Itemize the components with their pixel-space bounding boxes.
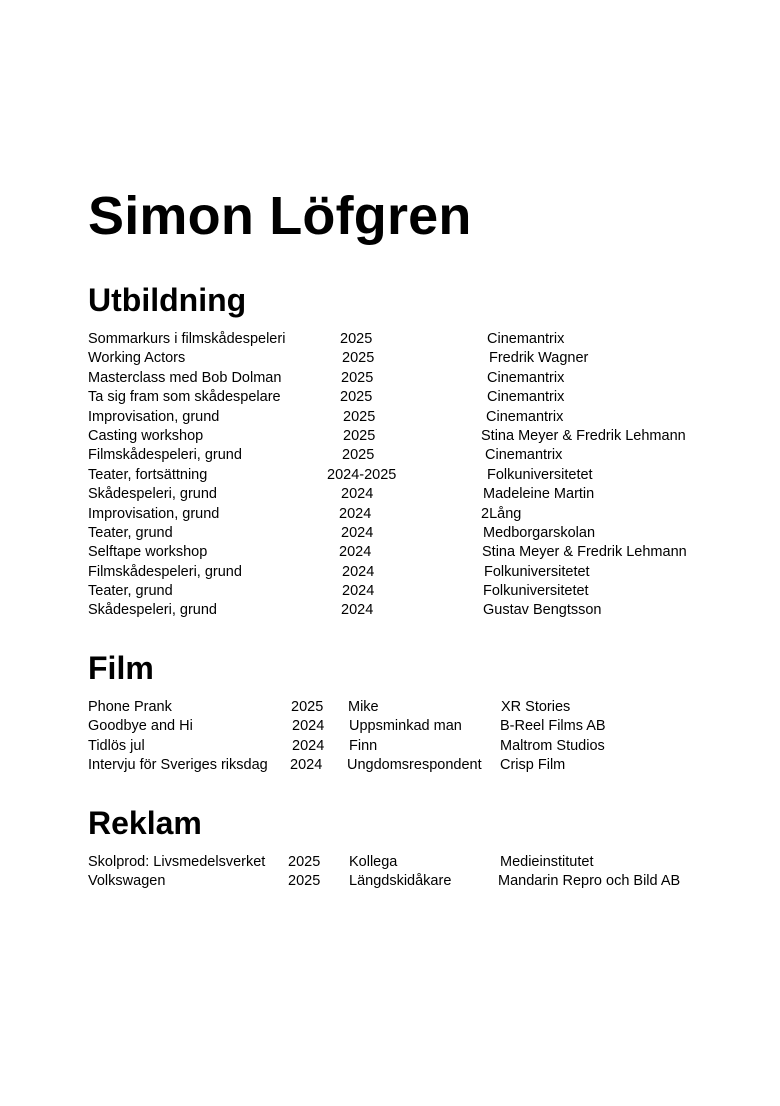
film-row xyxy=(0,737,780,756)
education-row xyxy=(0,388,780,407)
education-row-provider: Cinemantrix xyxy=(487,331,565,347)
film-row xyxy=(0,756,780,775)
education-row-course: Teater, grund xyxy=(88,583,173,600)
film-row-company: Crisp Film xyxy=(500,757,566,774)
film-row-year: 2024 xyxy=(290,757,323,774)
education-row xyxy=(0,446,780,465)
education-row xyxy=(0,524,780,543)
film-row-company: XR Stories xyxy=(501,699,571,715)
film-row xyxy=(0,698,780,717)
education-row xyxy=(0,330,780,349)
education-row-year: 2025 xyxy=(340,331,373,347)
education-row-year: 2025 xyxy=(343,427,376,444)
education-row-provider: Stina Meyer & Fredrik Lehmann xyxy=(481,427,686,444)
film-list xyxy=(0,698,780,776)
education-row-provider: Folkuniversitetet xyxy=(483,583,589,600)
ad-row-company: Mandarin Repro och Bild AB xyxy=(498,873,681,890)
education-row-year: 2024 xyxy=(342,563,375,580)
film-row-role: Uppsminkad man xyxy=(349,718,462,735)
education-row xyxy=(0,601,780,620)
education-heading: Utbildning xyxy=(88,282,247,318)
education-row-year: 2024 xyxy=(339,544,372,561)
ad-row-year: 2025 xyxy=(288,854,321,870)
education-row-course: Filmskådespeleri, grund xyxy=(88,447,242,464)
education-row xyxy=(0,485,780,504)
education-row-course: Teater, grund xyxy=(88,524,173,541)
education-row-provider: Cinemantrix xyxy=(485,447,563,464)
education-row-course: Teater, fortsättning xyxy=(88,466,208,483)
film-row-title: Phone Prank xyxy=(88,699,172,715)
education-row-course: Ta sig fram som skådespelare xyxy=(88,389,281,406)
person-name: Simon Löfgren xyxy=(88,186,472,246)
education-row-course: Selftape workshop xyxy=(88,544,208,561)
ad-row-title: Skolprod: Livsmedelsverket xyxy=(88,854,266,870)
education-row xyxy=(0,505,780,524)
education-row-course: Casting workshop xyxy=(88,427,204,444)
education-row-provider: Cinemantrix xyxy=(486,408,564,425)
ad-row-title: Volkswagen xyxy=(88,873,166,890)
education-row xyxy=(0,427,780,446)
education-row-provider: Folkuniversitetet xyxy=(484,563,590,580)
education-row-provider: 2Lång xyxy=(481,505,522,522)
film-row-role: Ungdomsrespondent xyxy=(347,757,482,774)
film-row-company: Maltrom Studios xyxy=(500,737,605,754)
education-row-year: 2024 xyxy=(341,602,374,619)
film-row-year: 2024 xyxy=(292,737,325,754)
education-row-year: 2025 xyxy=(341,369,374,386)
ad-row xyxy=(0,872,780,891)
education-row xyxy=(0,582,780,601)
film-row-role: Finn xyxy=(349,737,378,754)
film-row-title: Tidlös jul xyxy=(88,737,145,754)
ad-row-role: Kollega xyxy=(349,854,398,870)
education-row-year: 2024 xyxy=(341,524,374,541)
education-row-year: 2024-2025 xyxy=(327,466,397,483)
ads-heading: Reklam xyxy=(88,805,202,841)
education-row-course: Filmskådespeleri, grund xyxy=(88,563,242,580)
education-list xyxy=(0,330,780,621)
education-row-provider: Cinemantrix xyxy=(487,389,565,406)
film-row xyxy=(0,717,780,736)
ad-row-company: Medieinstitutet xyxy=(500,854,594,870)
education-row-provider: Folkuniversitetet xyxy=(487,466,593,483)
film-row-title: Goodbye and Hi xyxy=(88,718,193,735)
film-row-company: B-Reel Films AB xyxy=(500,718,606,735)
education-row-year: 2025 xyxy=(342,447,375,464)
education-row xyxy=(0,369,780,388)
education-row-provider: Madeleine Martin xyxy=(483,486,595,503)
education-row xyxy=(0,349,780,368)
education-row xyxy=(0,408,780,427)
education-row-course: Skådespeleri, grund xyxy=(88,602,217,619)
ad-row-year: 2025 xyxy=(288,873,321,890)
education-row xyxy=(0,466,780,485)
education-row-provider: Cinemantrix xyxy=(487,369,565,386)
education-row-year: 2025 xyxy=(340,389,373,406)
education-row-course: Sommarkurs i filmskådespeleri xyxy=(88,331,286,347)
education-row xyxy=(0,543,780,562)
education-row-course: Improvisation, grund xyxy=(88,505,220,522)
education-row xyxy=(0,563,780,582)
education-row-provider: Medborgarskolan xyxy=(483,524,596,541)
education-row-year: 2024 xyxy=(339,505,372,522)
education-row-course: Improvisation, grund xyxy=(88,408,220,425)
ads-list xyxy=(0,853,780,892)
education-row-provider: Stina Meyer & Fredrik Lehmann xyxy=(482,544,687,561)
education-row-provider: Fredrik Wagner xyxy=(489,350,589,367)
education-row-year: 2024 xyxy=(342,583,375,600)
film-row-title: Intervju för Sveriges riksdag xyxy=(88,757,268,774)
education-row-course: Working Actors xyxy=(88,350,186,367)
film-row-year: 2025 xyxy=(291,699,324,715)
education-row-course: Masterclass med Bob Dolman xyxy=(88,369,282,386)
ad-row-role: Längdskidåkare xyxy=(349,873,452,890)
education-row-course: Skådespeleri, grund xyxy=(88,486,217,503)
film-row-role: Mike xyxy=(348,699,379,715)
film-row-year: 2024 xyxy=(292,718,325,735)
education-row-year: 2024 xyxy=(341,486,374,503)
education-row-year: 2025 xyxy=(342,350,375,367)
education-row-provider: Gustav Bengtsson xyxy=(483,602,602,619)
film-heading: Film xyxy=(88,650,154,686)
education-row-year: 2025 xyxy=(343,408,376,425)
ad-row xyxy=(0,853,780,872)
